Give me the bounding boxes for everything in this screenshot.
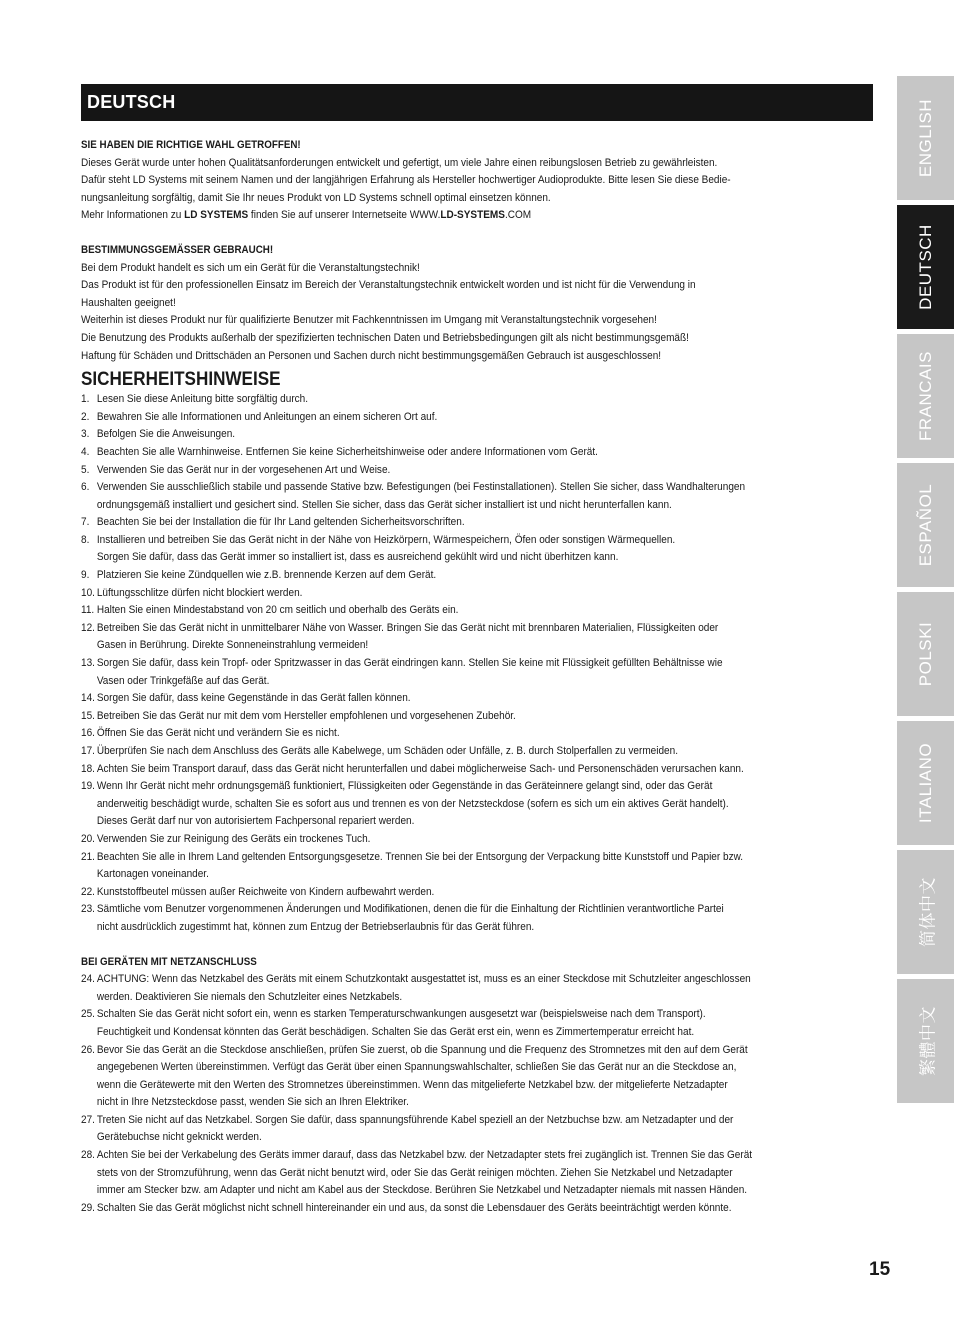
intro-more-info: Mehr Informationen zu LD SYSTEMS finden Sie auf unserer Internetseite WWW.LD-SYSTEMS.COM (81, 209, 532, 222)
list-number: 17. (81, 745, 95, 757)
list-item-line: Lesen Sie diese Anleitung bitte sorgfältig durch. (96, 393, 309, 406)
list-item (81, 514, 876, 532)
list-item (81, 971, 876, 1006)
list-item-line: stets von der Stromzuführung, wenn das Gerät nicht benutzt wird, oder Sie das Gerät reinigen möchten. Ziehen Sie Netzkabel und Netzadapter (96, 1166, 733, 1179)
list-number: 8. (81, 533, 90, 546)
list-item (81, 585, 876, 603)
language-tab-5[interactable] (897, 721, 954, 845)
list-number: 6. (81, 481, 90, 494)
list-item (81, 1147, 876, 1200)
list-item (81, 761, 876, 779)
list-item (81, 743, 876, 761)
list-item-line: nicht ausdrücklich zugestimmt hat, können zum Entzug der Betriebserlaubnis für das Gerät führen. (96, 920, 535, 933)
list-number: 7. (81, 516, 90, 529)
language-tab-label: 简体中文 (918, 877, 937, 947)
list-number: 14. (81, 692, 95, 705)
list-item (81, 901, 876, 936)
purpose-heading: BESTIMMUNGSGEMÄSSER GEBRAUCH! (81, 243, 274, 256)
intro-line: Dieses Gerät wurde unter hohen Qualitätsanforderungen entwickelt und gefertigt, um viele Jahre einen reibungslosen Betrieb zu gewährleisten. (81, 156, 718, 169)
list-item-line: Achten Sie beim Transport darauf, dass das Gerät nicht herunterfallen und dabei möglicherweise Sach- und Personenschäden verursachen kann. (96, 762, 744, 775)
section-title: DEUTSCH (87, 92, 176, 112)
purpose-line: Weiterhin ist dieses Produkt nur für qualifizierte Benutzer mit Fachkenntnissen im Umgang mit Veranstaltungstechnik vorgesehen! (81, 314, 657, 327)
list-number: 27. (81, 1113, 95, 1126)
list-number: 23. (81, 903, 95, 916)
list-item (81, 462, 876, 480)
list-number: 24. (81, 973, 95, 986)
list-number: 22. (81, 885, 95, 898)
list-item-line: Verwenden Sie zur Reinigung des Geräts ein trockenes Tuch. (96, 832, 371, 845)
list-item (81, 532, 876, 567)
list-item (81, 884, 876, 902)
language-tab-3[interactable] (897, 463, 954, 587)
list-item (81, 391, 876, 409)
list-item (81, 725, 876, 743)
list-item (81, 620, 876, 655)
list-item-line: Verwenden Sie ausschließlich stabile und passende Stative bzw. Befestigungen (bei Festinstallationen). Stellen Sie sicher, dass Wandhalterungen (96, 481, 746, 494)
list-item (81, 409, 876, 427)
list-item-line: Kunststoffbeutel müssen außer Reichweite von Kindern aufbewahrt werden. (96, 885, 435, 898)
list-item-line: Installieren und betreiben Sie das Gerät nicht in der Nähe von Heizkörpern, Wärmespeichern, Öfen oder sonstigen Wärmequellen. (96, 533, 676, 546)
list-item-line: Kartonagen voneinander. (96, 868, 209, 881)
list-item-line: Sorgen Sie dafür, dass das Gerät immer so installiert ist, dass es ausreichend gekühlt wird und nicht überhitzen kann. (96, 551, 619, 564)
list-item-line: ordnungsgemäß installiert und gesichert sind. Stellen Sie sicher, dass das Gerät sicher installiert ist und nicht herunterfallen kann. (96, 498, 672, 511)
list-number: 9. (81, 569, 90, 582)
list-number: 16. (81, 727, 95, 740)
list-number: 19. (81, 780, 95, 793)
purpose-line: Das Produkt ist für den professionellen Einsatz im Bereich der Veranstaltungstechnik entwickelt worden und ist nicht für die Verwendung in (81, 279, 696, 292)
list-item (81, 849, 876, 884)
list-number: 12. (81, 621, 95, 634)
list-item (81, 1006, 876, 1041)
language-tab-label: ENGLISH (915, 98, 935, 178)
list-item-line: Bewahren Sie alle Informationen und Anleitungen an einem sicheren Ort auf. (96, 410, 438, 423)
list-item-line: Betreiben Sie das Gerät nicht in unmittelbarer Nähe von Wasser. Bringen Sie das Gerät nicht mit brennbaren Materialien, Flüssigkeiten oder (96, 621, 719, 634)
language-tab-4[interactable] (897, 592, 954, 716)
list-item (81, 690, 876, 708)
list-item-line: anderweitig beschädigt wurde, schalten Sie es sofort aus und trennen es von der Netzsteckdose (sofern es sich um ein aktives Gerät handelt). (96, 797, 729, 810)
list-item-line: Bevor Sie das Gerät an die Steckdose anschließen, prüfen Sie zuerst, ob die Spannung und die Frequenz des Stromnetzes mit den auf dem Gerät (96, 1043, 748, 1056)
list-item (81, 479, 876, 514)
list-item-line: angegebenen Werten übereinstimmen. Verfügt das Gerät über einen Spannungswahlschalter, schließen Sie das Gerät nur an die Steckdose an, (96, 1061, 737, 1074)
list-item-line: Sorgen Sie dafür, dass keine Gegenstände in das Gerät fallen können. (96, 692, 411, 705)
purpose-line: Bei dem Produkt handelt es sich um ein Gerät für die Veranstaltungstechnik! (81, 261, 420, 274)
list-item (81, 708, 876, 726)
list-item (81, 426, 876, 444)
list-item-line: Beachten Sie alle Warnhinweise. Entfernen Sie keine Sicherheitshinweise oder andere Informationen vom Gerät. (96, 445, 598, 458)
list-number: 11. (81, 604, 95, 617)
language-tab-2[interactable] (897, 334, 954, 458)
list-number: 29. (81, 1201, 95, 1214)
list-item-line: Schalten Sie das Gerät möglichst nicht schnell hintereinander ein und aus, da sonst die Lebensdauer des Geräts beeinträchtigt werden könnte. (96, 1201, 732, 1214)
mains-heading: BEI GERÄTEN MIT NETZANSCHLUSS (81, 955, 257, 968)
list-item-line: werden. Deaktivieren Sie niemals den Schutzleiter eines Netzkabels. (96, 990, 403, 1003)
safety-list (81, 391, 876, 936)
intro-line: Dafür steht LD Systems mit seinem Namen und der langjährigen Erfahrung als Hersteller hochwertiger Audioprodukte. Bitte lesen Sie diese Bedie- (81, 174, 731, 187)
list-item-line: Dieses Gerät darf nur von autorisiertem Fachpersonal repariert werden. (96, 815, 415, 828)
list-item-line: Beachten Sie alle in Ihrem Land geltenden Entsorgungsgesetze. Trennen Sie bei der Entsorgung der Verpackung bitte Kunststoff und Papier bzw. (96, 850, 744, 863)
intro-line: nungsanleitung sorgfältig, damit Sie Ihr neues Produkt von LD Systems schnell optimal einsetzen können. (81, 191, 551, 204)
main-content (81, 137, 876, 1217)
language-tab-1[interactable] (897, 205, 954, 329)
list-item-line: Schalten Sie das Gerät nicht sofort ein, wenn es starken Temperaturschwankungen ausgesetzt war (beispielsweise nach dem Transport). (96, 1008, 706, 1021)
list-item-line: Achten Sie bei der Verkabelung des Geräts immer darauf, dass das Netzkabel bzw. der Netzadapter stets frei zugänglich ist. Trennen Sie das Gerät (96, 1149, 753, 1162)
list-item-line: nicht in Ihre Netzsteckdose passt, wenden Sie sich an Ihren Elektriker. (96, 1096, 409, 1109)
list-item-line: Lüftungsschlitze dürfen nicht blockiert werden. (96, 586, 303, 599)
purpose-line: Haftung für Schäden und Drittschäden an Personen und Sachen durch nicht bestimmungsgemäßen Gebrauch ist ausgeschlossen! (81, 349, 662, 362)
list-number: 26. (81, 1043, 95, 1056)
list-number: 13. (81, 657, 95, 670)
list-item-line: Befolgen Sie die Anweisungen. (96, 428, 236, 441)
list-number: 10. (81, 586, 95, 599)
language-tab-label: FRANCAIS (915, 351, 935, 441)
list-number: 5. (81, 463, 90, 476)
list-number: 1. (81, 393, 90, 406)
list-item-line: Vasen oder Trinkgefäße auf das Gerät. (96, 674, 270, 687)
page-number: 15 (869, 1259, 891, 1280)
list-item-line: Halten Sie einen Mindestabstand von 20 cm seitlich und oberhalb des Geräts ein. (96, 604, 459, 617)
safety-heading: SICHERHEITSHINWEISE (81, 369, 281, 391)
purpose-line: Haushalten geeignet! (81, 296, 176, 309)
list-item-line: Betreiben Sie das Gerät nur mit dem vom Hersteller empfohlenen und vorgesehenen Zubehör. (96, 709, 516, 722)
list-item-line: wenn die Gerätewerte mit den Werten des Stromnetzes übereinstimmen. Wenn das mitgelieferte Netzkabel bzw. der mitgelieferte Netzadapter (96, 1078, 728, 1091)
list-item-line: Sorgen Sie dafür, dass kein Tropf- oder Spritzwasser in das Gerät eindringen kann. Stellen Sie keine mit Flüssigkeit gefüllten Behältnisse wie (96, 657, 723, 670)
list-number: 25. (81, 1008, 95, 1021)
language-tab-label: POLSKI (915, 621, 935, 687)
list-item-line: Überprüfen Sie nach dem Anschluss des Geräts alle Kabelwege, um Schäden oder Unfälle, z. B. durch Stolperfallen zu vermeiden. (96, 745, 678, 757)
list-number: 15. (81, 709, 95, 722)
language-tab-7[interactable] (897, 979, 954, 1103)
list-item-line: Sämtliche vom Benutzer vorgenommenen Änderungen und Modifikationen, denen die für die Einhaltung der Richtlinien verantwortliche Partei (96, 903, 724, 916)
list-number: 20. (81, 832, 95, 845)
language-tab-label: DEUTSCH (915, 224, 935, 310)
list-item-line: immer am Stecker bzw. am Adapter und nicht am Kabel aus der Steckdose. Berühren Sie Netzkabel und Netzadapter niemals mit nassen Händen. (96, 1184, 748, 1197)
list-number: 3. (81, 428, 90, 441)
language-tab-6[interactable] (897, 850, 954, 974)
list-number: 21. (81, 850, 95, 863)
mains-list (81, 971, 876, 1217)
brand-name: LD SYSTEMS (184, 209, 249, 222)
list-item-line: Wenn Ihr Gerät nicht mehr ordnungsgemäß funktioniert, Flüssigkeiten oder Gegenstände in das Geräteinnere gelangt sind, oder das Gerät (96, 780, 713, 793)
list-item (81, 567, 876, 585)
list-number: 2. (81, 410, 90, 423)
list-item (81, 655, 876, 690)
website-name: LD-SYSTEMS (440, 209, 505, 222)
list-item-line: Platzieren Sie keine Zündquellen wie z.B. brennende Kerzen auf dem Gerät. (96, 569, 437, 582)
language-tab-0[interactable] (897, 76, 954, 200)
list-item-line: Verwenden Sie das Gerät nur in der vorgesehenen Art und Weise. (96, 463, 391, 476)
purpose-line: Die Benutzung des Produkts außerhalb der spezifizierten technischen Daten und Betriebsbedingungen gilt als nicht bestimmungsgemäß! (81, 331, 689, 344)
language-tab-label: 繁體中文 (918, 1006, 937, 1076)
list-number: 18. (81, 762, 95, 775)
list-item-line: Feuchtigkeit und Kondensat könnten das Gerät beschädigen. Schalten Sie das Gerät erst ein, wenn es Zimmertemperatur erreicht hat. (96, 1025, 695, 1038)
intro-heading: SIE HABEN DIE RICHTIGE WAHL GETROFFEN! (81, 139, 301, 151)
language-tab-label: ITALIANO (915, 742, 935, 824)
list-item (81, 602, 876, 620)
list-item-line: Gasen in Berührung. Direkte Sonneneinstrahlung vermeiden! (96, 639, 369, 652)
list-item (81, 1112, 876, 1147)
list-item-line: ACHTUNG: Wenn das Netzkabel des Geräts mit einem Schutzkontakt ausgestattet ist, muss es an einer Steckdose mit Schutzleiter angeschlossen (96, 973, 751, 986)
list-item-line: Treten Sie nicht auf das Netzkabel. Sorgen Sie dafür, dass spannungsführende Kabel speziell an der Netzbuchse bzw. am Netzadapter und der (96, 1113, 734, 1126)
list-item (81, 1200, 876, 1218)
list-item (81, 444, 876, 462)
list-item-line: Beachten Sie bei der Installation die für Ihr Land geltenden Sicherheitsvorschriften. (96, 516, 465, 529)
list-item-line: Öffnen Sie das Gerät nicht und verändern Sie es nicht. (96, 727, 340, 740)
list-item (81, 831, 876, 849)
section-header-bar (81, 84, 873, 121)
list-number: 28. (81, 1149, 95, 1162)
list-number: 4. (81, 445, 90, 458)
list-item (81, 1042, 876, 1112)
list-item (81, 778, 876, 831)
language-tab-label: ESPAÑOL (915, 483, 935, 567)
list-item-line: Gerätebuchse nicht geknickt werden. (96, 1131, 262, 1144)
